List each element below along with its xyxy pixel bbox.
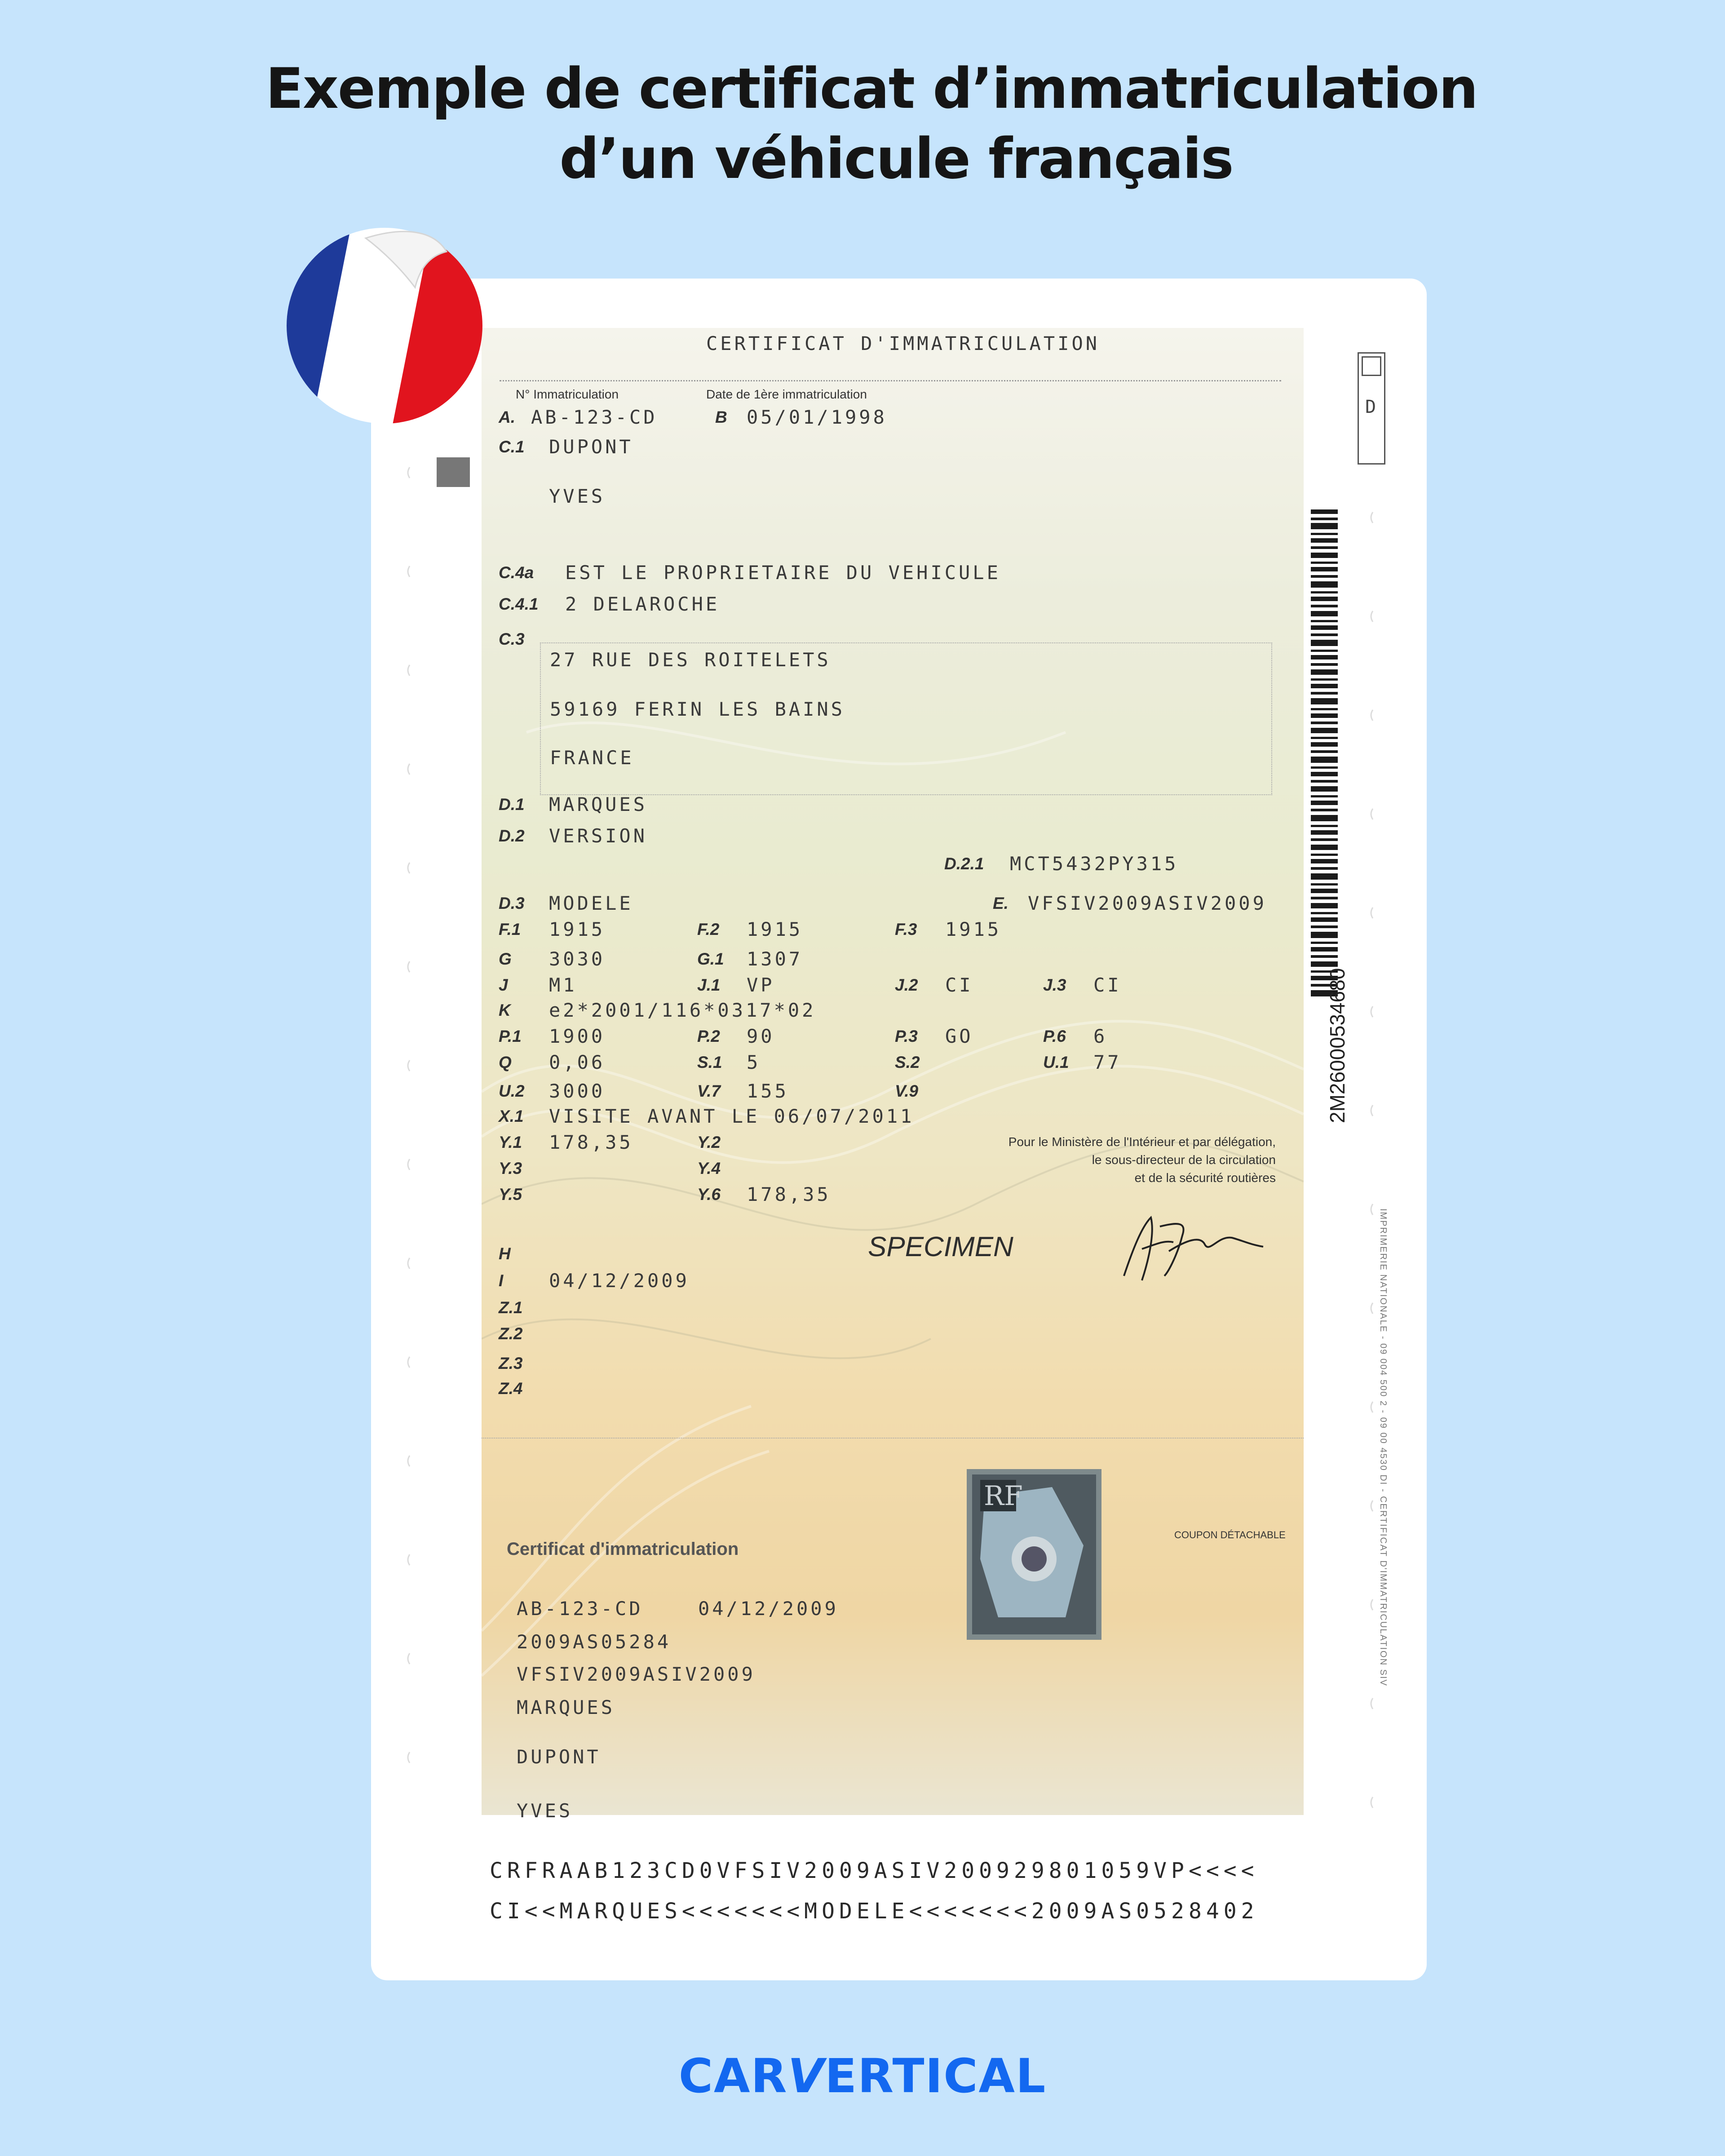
field-value: 3000 (549, 1080, 606, 1102)
document-type-letter: D (1365, 397, 1376, 417)
certificate-heading: CERTIFICAT D'IMMATRICULATION (706, 332, 1100, 354)
field-value: 5 (747, 1051, 761, 1073)
field-label: C.4a (499, 563, 534, 582)
field-value-cnit: MCT5432PY315 (1010, 853, 1179, 875)
field-label: S.2 (895, 1053, 920, 1071)
field-value: 90 (747, 1025, 775, 1047)
field-label: V.9 (895, 1082, 919, 1100)
field-label: C.1 (499, 438, 525, 456)
field-value: 77 (1093, 1051, 1122, 1073)
col-header-date: Date de 1ère immatriculation (706, 387, 867, 401)
field-value: 1915 (945, 918, 1002, 940)
field-label: A. (499, 408, 515, 426)
coupon-brand: MARQUES (517, 1696, 615, 1718)
logo-part-v: V (787, 2049, 825, 2103)
field-value-plate: AB-123-CD (531, 406, 658, 428)
field-value: 178,35 (747, 1183, 831, 1205)
field-label: J.3 (1043, 976, 1066, 994)
signature (1115, 1209, 1277, 1289)
coupon-plate: AB-123-CD (517, 1598, 643, 1620)
coupon-surname: DUPONT (517, 1746, 601, 1768)
field-label: Y.5 (499, 1185, 522, 1204)
field-value-surname: DUPONT (549, 436, 633, 458)
barcode (1311, 509, 1338, 999)
mrz-line2: CI<<MARQUES<<<<<<<MODELE<<<<<<<2009AS0528402 (490, 1899, 1259, 1924)
field-label: V.7 (697, 1082, 721, 1100)
page-title-line1: Exemple de certificat d’immatriculation (265, 57, 1477, 121)
field-value: 1915 (549, 918, 606, 940)
field-label: D.3 (499, 894, 525, 912)
coupon-rule (482, 1438, 1304, 1439)
field-label: D.2.1 (944, 854, 984, 873)
coupon-formula: 2009AS05284 (517, 1631, 672, 1653)
col-header-plate: N° Immatriculation (516, 387, 619, 401)
field-value: GO (945, 1025, 973, 1047)
field-value-brand: MARQUES (549, 793, 648, 815)
document-type-box (1358, 352, 1385, 465)
serial-number: 2M26000534680 (1326, 968, 1349, 1123)
logo-part-ertical: ERTICAL (825, 2049, 1047, 2103)
field-label: F.2 (697, 920, 720, 939)
field-label: E. (993, 894, 1008, 912)
mrz-strip (482, 1825, 1304, 1955)
brand-logo (0, 2049, 1725, 2103)
field-label: C.3 (499, 630, 525, 648)
field-value: 6 (1093, 1025, 1108, 1047)
coupon-date: 04/12/2009 (698, 1598, 839, 1620)
field-value: M1 (549, 974, 577, 996)
field-label: F.1 (499, 920, 521, 939)
field-label: H (499, 1244, 511, 1263)
field-value-approval: e2*2001/116*0317*02 (549, 999, 816, 1021)
field-value-address-country: FRANCE (550, 747, 634, 769)
field-label: P.2 (697, 1027, 720, 1045)
field-value-owner-status: EST LE PROPRIETAIRE DU VEHICULE (565, 562, 1001, 584)
field-label: S.1 (697, 1053, 722, 1071)
page-title-line2: d’un véhicule français (559, 127, 1233, 191)
authority-line1: Pour le Ministère de l'Intérieur et par délégation, (1008, 1135, 1276, 1149)
coupon-label: COUPON DÉTACHABLE (1174, 1529, 1286, 1541)
field-label: B (715, 408, 727, 426)
field-value: 1915 (747, 918, 803, 940)
coupon-type-code: VFSIV2009ASIV2009 (517, 1663, 756, 1685)
field-label: P.6 (1043, 1027, 1066, 1045)
printer-side-text: IMPRIMERIE NATIONALE - 09 004 500 2 - 09 00 4530 DI - CERTIFICAT D'IMMATRICULATION SIV (1378, 1209, 1388, 1687)
field-value-address-city: 59169 FERIN LES BAINS (550, 698, 845, 720)
field-label: Y.6 (697, 1185, 721, 1204)
field-label: I (499, 1271, 504, 1290)
field-value-inspection: VISITE AVANT LE 06/07/2011 (549, 1105, 915, 1127)
field-label: Y.3 (499, 1159, 522, 1178)
field-value: CI (945, 974, 973, 996)
field-value-co-owner: 2 DELAROCHE (565, 593, 720, 615)
field-label: K (499, 1001, 511, 1019)
field-value: 1307 (747, 948, 803, 970)
authority-line3: et de la sécurité routières (1134, 1171, 1276, 1185)
field-value: 155 (747, 1080, 789, 1102)
field-value: 3030 (549, 948, 606, 970)
specimen-stamp: SPECIMEN (868, 1231, 1013, 1262)
field-label: Z.2 (499, 1324, 523, 1343)
field-label: J.1 (697, 976, 721, 994)
logo-part-car: CAR (678, 2049, 788, 2103)
field-label: P.1 (499, 1027, 522, 1045)
field-label: F.3 (895, 920, 917, 939)
svg-text:RF: RF (984, 1480, 1023, 1512)
field-label: U.1 (1043, 1053, 1069, 1071)
field-label: Y.2 (697, 1133, 721, 1151)
field-label: Q (499, 1053, 512, 1071)
french-flag-icon (285, 220, 489, 425)
field-label: G (499, 950, 512, 968)
field-value: VP (747, 974, 775, 996)
field-label: G.1 (697, 950, 724, 968)
security-hologram-stamp (967, 1469, 1101, 1640)
field-value: 1900 (549, 1025, 606, 1047)
field-value-issue-date: 04/12/2009 (549, 1270, 690, 1292)
perforation-marks (401, 279, 437, 1980)
coupon-firstname: YVES (517, 1800, 573, 1822)
field-value: 0,06 (549, 1051, 606, 1073)
field-label: D.2 (499, 827, 525, 845)
field-label: Y.4 (697, 1159, 721, 1178)
field-label: J (499, 976, 508, 994)
perforation-marks-right (1355, 279, 1391, 1980)
field-label: Z.3 (499, 1354, 523, 1372)
document-type-top-square (1362, 356, 1381, 376)
heading-rule (500, 380, 1281, 381)
field-label: Y.1 (499, 1133, 522, 1151)
marker-square (437, 457, 470, 487)
field-value-vin: VFSIV2009ASIV2009 (1028, 892, 1267, 914)
certificate-document (482, 328, 1304, 1824)
field-label: Z.4 (499, 1379, 523, 1398)
field-label: C.4.1 (499, 595, 539, 613)
field-label: X.1 (499, 1107, 524, 1125)
field-value-version: VERSION (549, 825, 648, 847)
page-title (0, 54, 1725, 194)
field-label: U.2 (499, 1082, 525, 1100)
field-label: P.3 (895, 1027, 918, 1045)
field-value: 178,35 (549, 1131, 633, 1153)
field-label: J.2 (895, 976, 918, 994)
field-label: Z.1 (499, 1298, 523, 1317)
coupon-title: Certificat d'immatriculation (507, 1539, 739, 1559)
authority-line2: le sous-directeur de la circulation (1092, 1153, 1276, 1167)
field-value-firstname: YVES (549, 485, 606, 507)
field-value-model: MODELE (549, 892, 633, 914)
field-value-address-street: 27 RUE DES ROITELETS (550, 649, 831, 671)
field-value: CI (1093, 974, 1122, 996)
field-label: D.1 (499, 795, 525, 814)
mrz-line1: CRFRAAB123CD0VFSIV2009ASIV200929801059VP<<<< (490, 1858, 1259, 1883)
field-value-first-registration: 05/01/1998 (747, 406, 887, 428)
